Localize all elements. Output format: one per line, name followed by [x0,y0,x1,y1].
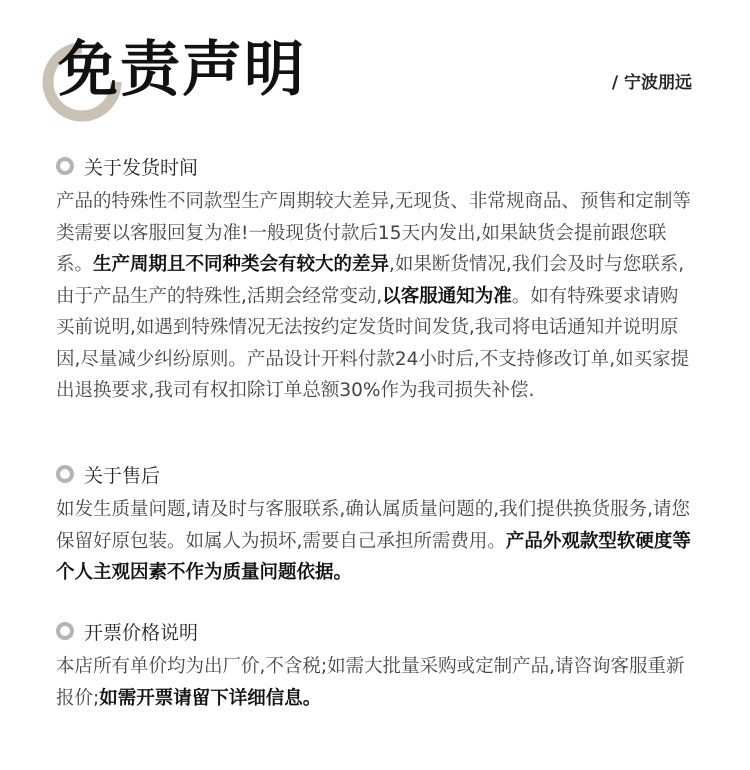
paragraph-emphasis: 以客服通知为准 [382,285,512,307]
section-title: 开票价格说明 [84,621,199,644]
paragraph-text: 本店所有单价均为出厂价,不含税;如需大批量采购或定制产品,请咨询客服重新报价; [56,656,685,709]
paragraph-emphasis: 产品外观款型软硬度等个人主观因素不作为质量问题依据。 [56,530,691,583]
section-title: 关于售后 [84,464,161,487]
section-title: 关于发货时间 [84,156,199,179]
section-paragraph [56,494,696,589]
circle-bullet-icon [56,465,74,483]
section-heading [56,460,696,488]
paragraph-text: 产品的特殊性不同款型生产周期较大差异,无现货、非常规商品、预售和定制等类需要以客服回复为准!一般现货付款后15天内发出,如果缺货会提前跟您联系。 [56,191,691,275]
section-after-sales [56,460,696,589]
circle-bullet-icon [56,622,74,640]
paragraph-emphasis: 如需开票请留下详细信息。 [99,687,322,709]
page-title: 免责声明 [58,35,306,105]
section-heading [56,617,696,645]
paragraph-text: 如发生质量问题,请及时与客服联系,确认属质量问题的,我们提供换货服务,请您保留好原包装。如属人为损坏,需要自己承担所需费用。 [56,499,691,552]
section-paragraph [56,186,696,407]
paragraph-text: ,如果断货情况,我们会及时与您联系,由于产品生产的特殊性,活期会经常变动, [56,254,685,307]
paragraph-text: 。如有特殊要求请购买前说明,如遇到特殊情况无法按约定发货时间发货,我司将电话通知并说明原因,尽量减少纠纷原则。产品设计开料付款24小时后,不支持修改订单,如买家提出退换要求,我司有权扣除订单总额30%作为我司损失补偿. [56,285,690,401]
section-paragraph [56,651,696,714]
company-name: / 宁波朋远 [611,73,692,93]
circle-bullet-icon [56,157,74,175]
section-invoice-pricing [56,617,696,714]
paragraph-emphasis: 生产周期且不同种类会有较大的差异 [93,254,390,275]
section-heading [56,152,696,180]
section-shipping-time [56,152,696,407]
